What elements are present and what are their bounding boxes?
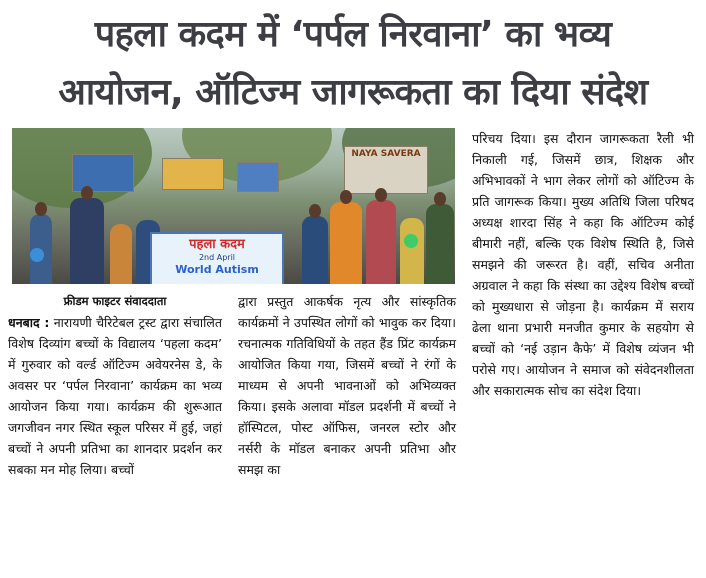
balloon bbox=[404, 234, 418, 248]
balloon bbox=[30, 248, 44, 262]
headline bbox=[0, 6, 706, 122]
byline: फ्रीडम फाइटर संवाददाता bbox=[63, 294, 167, 308]
person-head bbox=[35, 202, 47, 216]
column-2-text: द्वारा प्रस्तुत आकर्षक नृत्य और सांस्कृतिक कार्यक्रमों ने उपस्थित लोगों को भावुक कर दिया। रचनात्मक गतिविधियों के तहत हैंड प्रिंट कार्यक्रम आयोजित किया गया, जिसमें बच्चों ने रंगों के माध्यम से अपनी भावनाओं को अभिव्यक्त किया। इसके अलावा मॉडल प्रदर्शनी में बच्चों ने हॉस्पिटल, पोस्ट ऑफिस, जनरल स्टोर और नर्सरी के मॉडल बनाकर अपनी प्रतिभा और समझ का bbox=[238, 294, 456, 477]
person bbox=[400, 218, 424, 284]
column-1-text: नारायणी चैरिटेबल ट्रस्ट द्वारा संचालित विशेष दिव्यांग बच्चों के विद्यालय ‘पहला कदम’ में गुरुवार को वर्ल्ड ऑटिज्म अवेयरनेस डे, के अवसर पर ‘पर्पल निरवाना’ कार्यक्रम का भव्य आयोजन किया गया। कार्यक्रम की शुरूआत जगजीवन नगर स्थित स्कूल परिसर में हुई, जहां बच्चों ने अपनी प्रतिभा का शानदार प्रदर्शन कर सबका मन मोह लिया। बच्चों bbox=[8, 315, 222, 477]
person-head bbox=[375, 188, 387, 202]
person-head bbox=[81, 186, 93, 200]
headline-line-1: पहला कदम में ‘पर्पल निरवाना’ का भव्य bbox=[94, 14, 612, 55]
person-head bbox=[434, 192, 446, 206]
banner-date: 2nd April bbox=[198, 253, 236, 262]
poster-board bbox=[162, 158, 224, 190]
person bbox=[330, 202, 362, 284]
column-3-text: परिचय दिया। इस दौरान जागरूकता रैली भी निकाली गई, जिसमें छात्र, शिक्षक और अभिभावकों ने भाग लेकर लोगों को ऑटिज्म के प्रति जागरूक किया। मुख्य अतिथि जिला परिषद अध्यक्ष शारदा सिंह ने कहा कि ऑटिज्म कोई बीमारी नहीं, बल्कि एक विशेष स्थिति है, जिसे समझने की जरूरत है। वहीं, सचिव अनीता अग्रवाल ने कहा कि संस्था का उद्देश्य विशेष बच्चों को मुख्यधारा से जोड़ना है। कार्यक्रम में सराय ढेला थाना प्रभारी मनजीत कुमार के सहयोग से बच्चों को ‘नई उड़ान कैफे’ में विशेष व्यंजन भी परोसे गए। आयोजन ने समाज को संवेदनशीलता और सकारात्मक सोच का संदेश दिया। bbox=[472, 131, 694, 398]
banner-title: पहला कदम bbox=[189, 237, 245, 252]
banner-text: World Autism bbox=[175, 263, 259, 276]
person bbox=[110, 224, 132, 284]
person bbox=[366, 200, 396, 284]
naya-savera-sign bbox=[344, 146, 428, 194]
person-head bbox=[340, 190, 352, 204]
article-column-2 bbox=[238, 291, 456, 480]
person bbox=[302, 216, 328, 284]
article-column-1 bbox=[8, 291, 222, 480]
person bbox=[70, 198, 104, 284]
poster-board bbox=[72, 154, 134, 192]
event-photo bbox=[12, 128, 455, 284]
article-paragraph bbox=[8, 312, 222, 480]
event-banner bbox=[150, 232, 284, 284]
headline-line-2: आयोजन, ऑटिज्म जागरूकता का दिया संदेश bbox=[58, 72, 648, 113]
sign-text: NAYA SAVERA bbox=[351, 149, 421, 159]
article-column-3 bbox=[472, 128, 694, 401]
dateline-place: धनबाद : bbox=[8, 315, 50, 330]
person bbox=[426, 204, 454, 284]
person-head bbox=[309, 204, 321, 218]
poster-board bbox=[237, 162, 279, 192]
